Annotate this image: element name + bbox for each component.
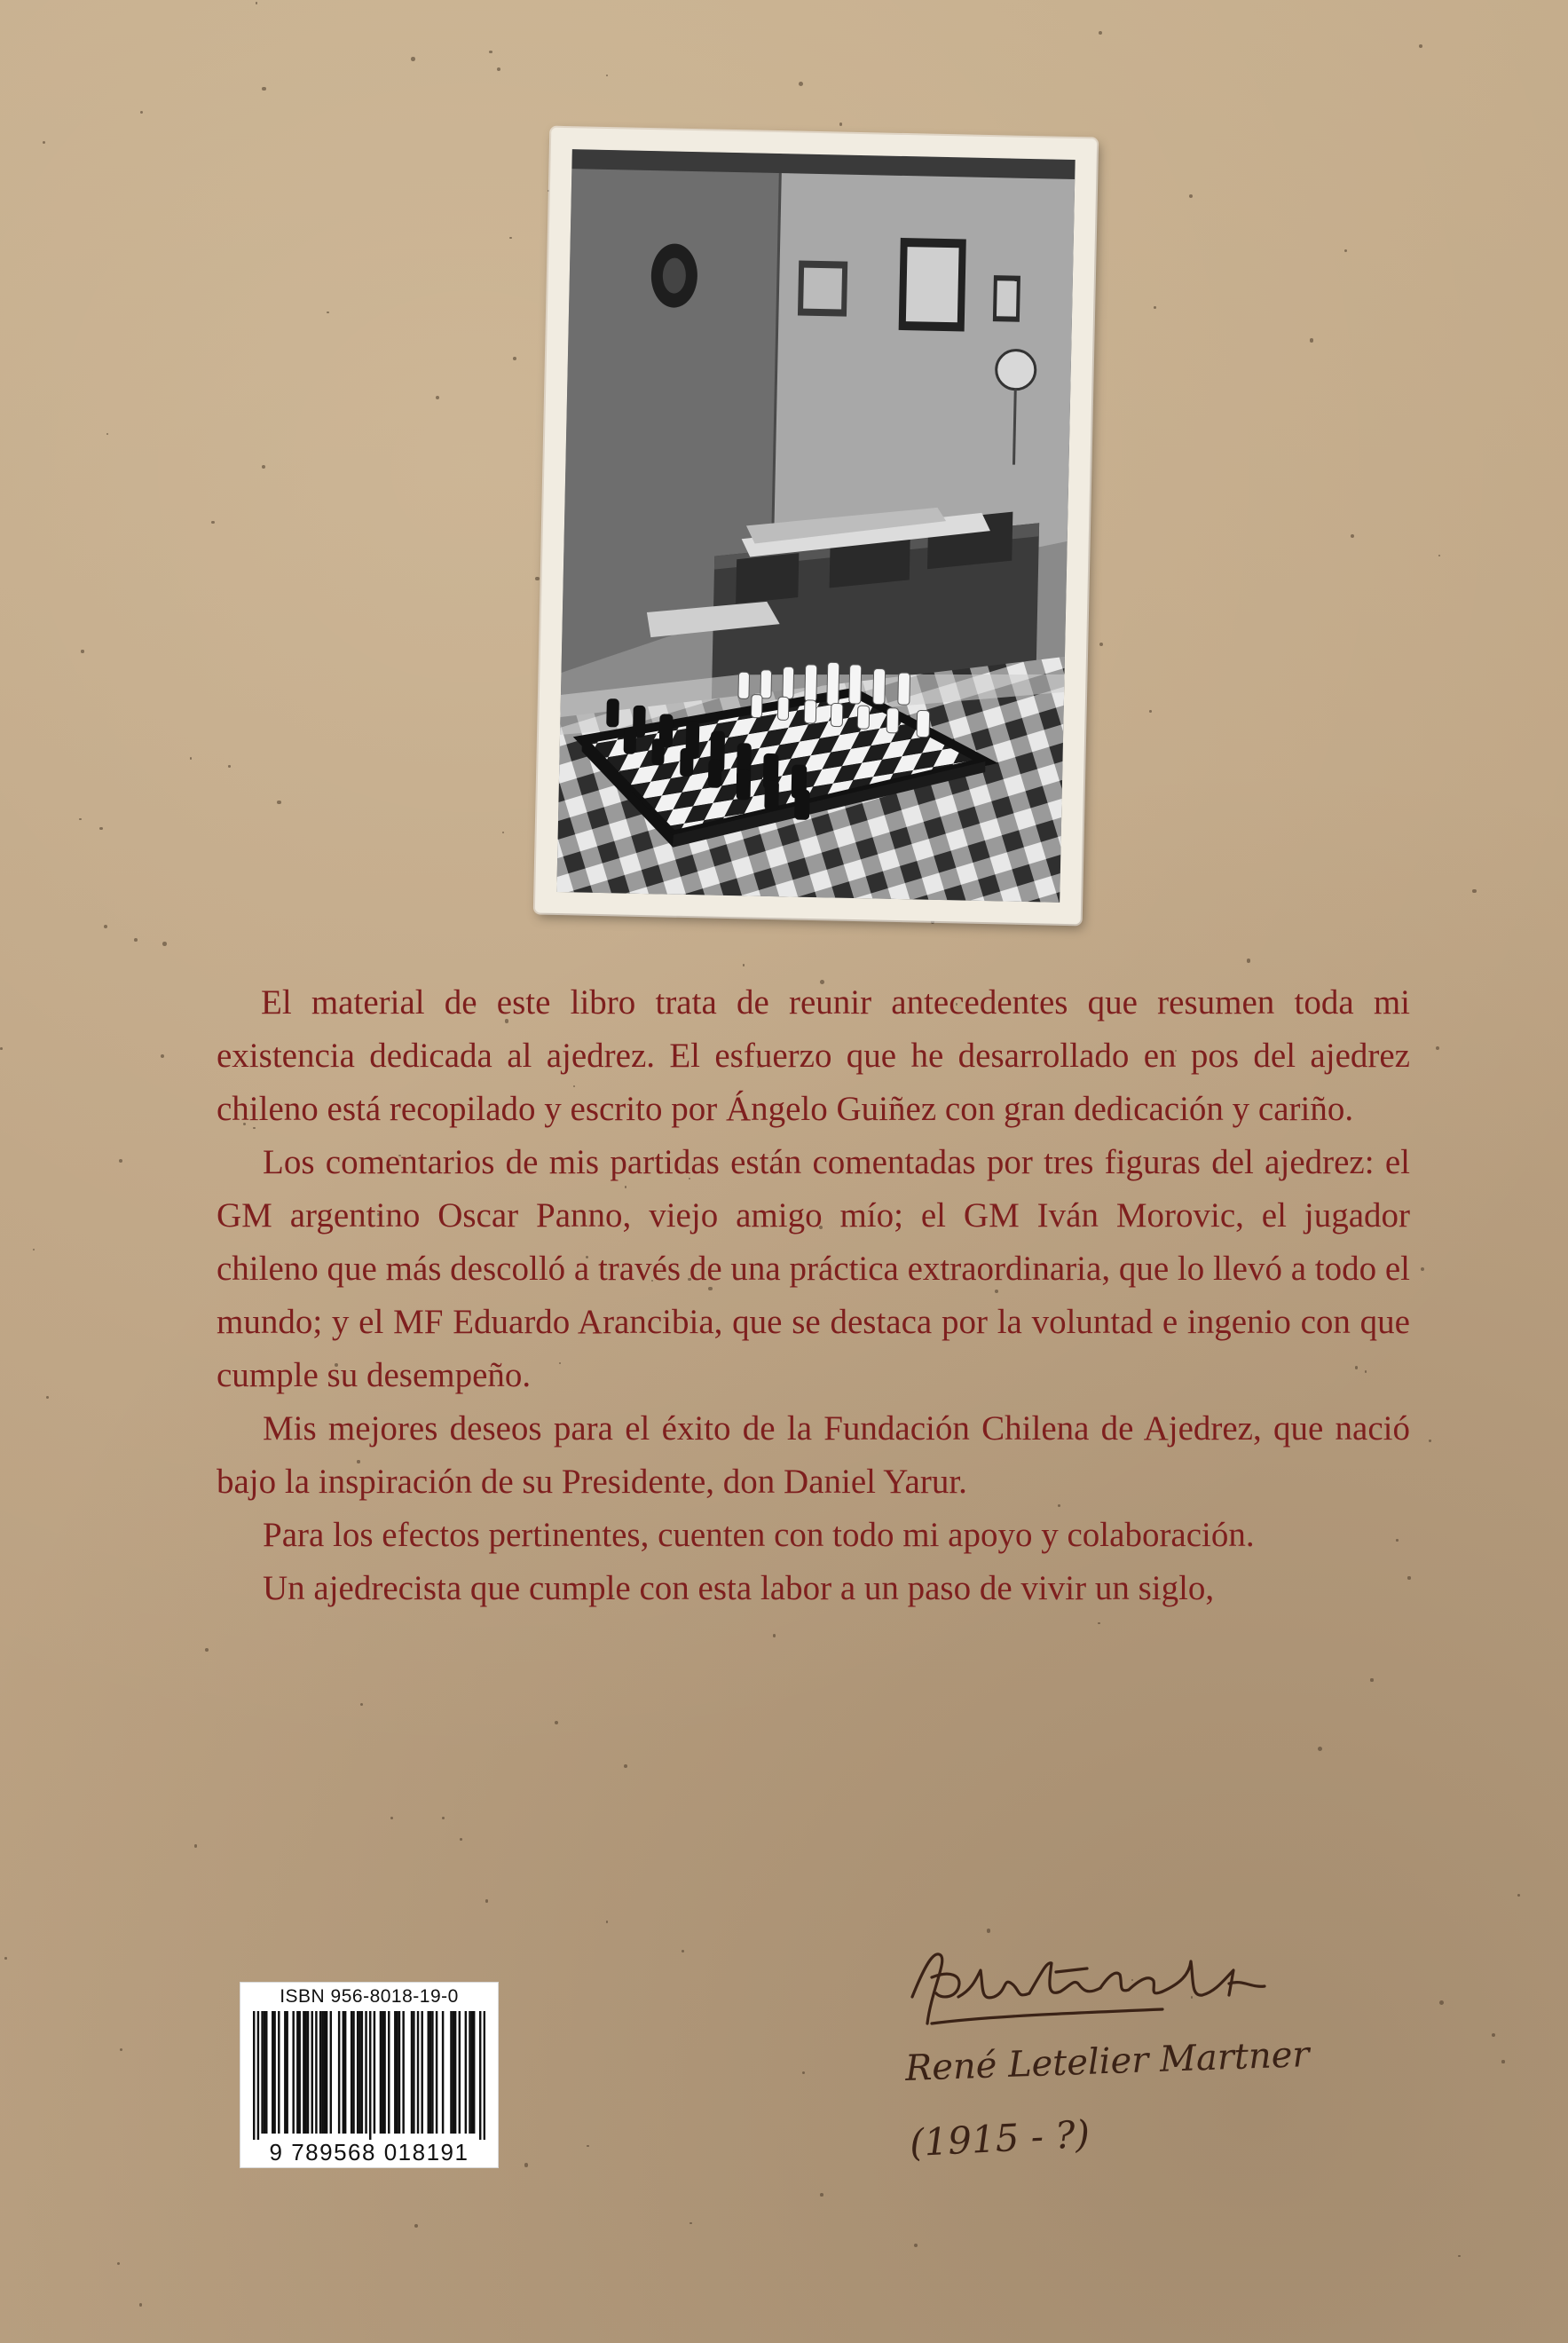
paper-speck (606, 75, 609, 77)
paper-speck (1351, 534, 1354, 538)
isbn-barcode (240, 1982, 499, 2168)
barcode-bar (459, 2011, 461, 2134)
paper-speck (1517, 1894, 1520, 1897)
barcode-bar (278, 2011, 280, 2134)
paper-speck (1439, 2000, 1444, 2005)
paper-speck (606, 1921, 608, 1922)
paper-speck (460, 1838, 462, 1841)
paper-speck (524, 2163, 528, 2166)
paper-speck (411, 57, 415, 61)
paper-speck (485, 1899, 488, 1902)
barcode-bar (321, 2011, 323, 2134)
barcode-bar (417, 2011, 419, 2134)
barcode-bar (351, 2011, 352, 2134)
barcode-bar (382, 2011, 383, 2134)
paper-speck (140, 111, 143, 114)
barcode-bar (453, 2011, 454, 2134)
barcode-bar (319, 2011, 321, 2134)
barcode-bar (264, 2011, 265, 2134)
chessboard-photo (556, 149, 1075, 903)
paper-speck (1189, 194, 1193, 198)
barcode-bar (413, 2011, 414, 2134)
barcode-bar (352, 2011, 354, 2134)
paper-speck (914, 2244, 918, 2247)
barcode-bar (411, 2011, 413, 2134)
barcode-bar (261, 2011, 263, 2134)
paper-speck (743, 964, 745, 966)
ean-number: 9 789568 018191 (269, 2139, 469, 2166)
paper-speck (106, 433, 108, 435)
barcode-bar (338, 2011, 340, 2134)
paper-speck (120, 2048, 122, 2051)
paper-speck (799, 82, 803, 86)
barcode-bar (396, 2011, 398, 2134)
isbn-label: ISBN 956-8018-19-0 (280, 1986, 459, 2007)
paragraph-3: Mis mejores deseos para el éxito de la Fundación Chilena de Ajedrez, que nació bajo la inspiración de su Presidente, don Daniel Yarur. (217, 1409, 1410, 1501)
paper-speck (211, 521, 215, 525)
paper-speck (820, 2193, 823, 2197)
paper-speck (104, 925, 107, 928)
paper-speck (43, 141, 45, 144)
paper-speck (262, 465, 265, 469)
paper-speck (190, 757, 193, 760)
paper-speck (1099, 31, 1102, 35)
barcode-bar (315, 2011, 317, 2134)
paper-speck (1247, 958, 1251, 963)
paper-speck (262, 87, 265, 91)
paper-speck (33, 1249, 35, 1250)
paper-speck (1472, 889, 1477, 894)
barcode-bar (284, 2011, 286, 2134)
barcode-bar (265, 2011, 267, 2134)
barcode-bars (253, 2011, 485, 2140)
barcode-bar (380, 2011, 382, 2134)
barcode-bar (253, 2011, 255, 2140)
paper-speck (390, 1817, 393, 1819)
paper-speck (497, 67, 500, 71)
barcode-bar (273, 2011, 275, 2134)
barcode-bar (398, 2011, 400, 2134)
barcode-bar (428, 2011, 429, 2134)
paper-speck (535, 577, 540, 581)
barcode-bar (361, 2011, 363, 2134)
barcode-bar (304, 2011, 306, 2134)
paper-speck (1429, 1440, 1430, 1441)
barcode-bar (484, 2011, 485, 2140)
barcode-bar (344, 2011, 346, 2134)
paper-speck (1098, 1622, 1099, 1624)
signature-dates: (1915 - ?) (908, 2111, 1091, 2166)
paper-speck (228, 765, 230, 767)
barcode-bar (442, 2011, 444, 2134)
paper-speck (587, 2145, 588, 2147)
barcode-bar (429, 2011, 431, 2134)
paper-speck (162, 942, 167, 946)
paper-speck (489, 51, 492, 54)
barcode-bar (479, 2011, 481, 2140)
paper-speck (773, 1634, 776, 1637)
back-cover-text (217, 976, 1410, 1615)
barcode-bar (272, 2011, 273, 2134)
barcode-bar (330, 2011, 332, 2134)
barcode-bar (402, 2011, 404, 2134)
paper-speck (987, 1929, 991, 1933)
paper-speck (119, 1159, 122, 1163)
paper-speck (194, 1844, 197, 1847)
paper-speck (79, 818, 82, 821)
paper-speck (1099, 643, 1103, 646)
barcode-bar (421, 2011, 422, 2134)
chess-room-illustration (556, 149, 1075, 903)
barcode-bar (388, 2011, 390, 2134)
barcode-bar (343, 2011, 344, 2134)
barcode-bar (450, 2011, 452, 2134)
paper-speck (1436, 1046, 1439, 1050)
barcode-bar (286, 2011, 288, 2134)
paper-speck (99, 827, 102, 830)
paper-speck (161, 1054, 164, 1058)
paper-speck (555, 1721, 558, 1724)
barcode-bar (431, 2011, 433, 2134)
paragraph-2: Los comentarios de mis partidas están comentadas por tres figuras del ajedrez: el GM argentino Oscar Panno, viejo amigo mío; el GM Iván Morovic, el jugador chileno que más descolló a través de una práctica extraordinaria, que lo llevó a todo el mundo; y el MF Eduardo Arancibia, que se destaca por la voluntad e ingenio con que cumple su desempeño. (217, 1143, 1410, 1394)
paper-speck (0, 1047, 3, 1050)
barcode-bar (326, 2011, 327, 2134)
paper-speck (414, 2224, 418, 2228)
paper-speck (1419, 44, 1422, 48)
paper-speck (1154, 306, 1156, 309)
paper-speck (1149, 710, 1152, 713)
paper-speck (624, 1764, 627, 1768)
barcode-bar (454, 2011, 456, 2134)
paper-speck (81, 650, 83, 652)
barcode-bar (365, 2011, 366, 2134)
paper-speck (502, 832, 504, 833)
paper-speck (513, 357, 516, 360)
paper-speck (802, 2071, 805, 2074)
paper-speck (139, 2303, 142, 2306)
barcode-bar (298, 2011, 300, 2134)
barcode-bar (383, 2011, 385, 2134)
barcode-bar (359, 2011, 360, 2134)
barcode-bar (292, 2011, 294, 2134)
paper-speck (205, 1648, 209, 1652)
paper-speck (360, 1703, 363, 1706)
paper-speck (839, 122, 843, 126)
photo-frame (535, 128, 1097, 925)
barcode-bar (303, 2011, 304, 2134)
barcode-bar (369, 2011, 371, 2140)
paper-speck (277, 801, 280, 804)
paper-speck (327, 312, 328, 313)
paper-speck (682, 1950, 684, 1952)
barcode-bar (357, 2011, 359, 2134)
paper-speck (1438, 555, 1440, 556)
paper-speck (46, 1396, 49, 1399)
paper-speck (4, 1957, 7, 1960)
paper-speck (1318, 1747, 1322, 1751)
paragraph-4: Para los efectos pertinentes, cuenten con todo mi apoyo y colaboración. (263, 1516, 1255, 1554)
paper-speck (509, 237, 511, 239)
paragraph-1: El material de este libro trata de reunir antecedentes que resumen toda mi existencia dedicada al ajedrez. El esfuerzo que he desarrollado en pos del ajedrez chileno está recopilado y escrito por Ángelo Guiñez con gran dedicación y cariño. (217, 983, 1410, 1128)
paragraph-5: Un ajedrecista que cumple con esta labor a un paso de vivir un siglo, (263, 1569, 1215, 1607)
barcode-bar (394, 2011, 396, 2134)
barcode-bar (471, 2011, 473, 2134)
paper-speck (689, 2222, 691, 2224)
barcode-bar (436, 2011, 437, 2134)
barcode-bar (296, 2011, 298, 2134)
barcode-bar (374, 2011, 375, 2134)
paper-speck (134, 938, 138, 942)
barcode-bar (257, 2011, 259, 2140)
paper-speck (117, 2262, 120, 2265)
barcode-bar (324, 2011, 326, 2134)
paper-speck (436, 396, 439, 399)
barcode-bar (469, 2011, 470, 2134)
barcode-bar (465, 2011, 467, 2134)
paper-speck (1370, 1678, 1373, 1681)
paper-speck (1501, 2060, 1504, 2063)
paper-speck (1344, 249, 1347, 252)
signature-name: René Letelier Martner (904, 2034, 1311, 2089)
paper-speck (1310, 338, 1313, 342)
barcode-bar (473, 2011, 475, 2134)
paper-speck (1421, 1267, 1424, 1271)
paper-speck (442, 1817, 445, 1819)
paper-speck (256, 2, 257, 4)
barcode-bar (311, 2011, 313, 2134)
paper-speck (1458, 2255, 1460, 2257)
paper-speck (1492, 2033, 1495, 2037)
barcode-bar (307, 2011, 309, 2134)
